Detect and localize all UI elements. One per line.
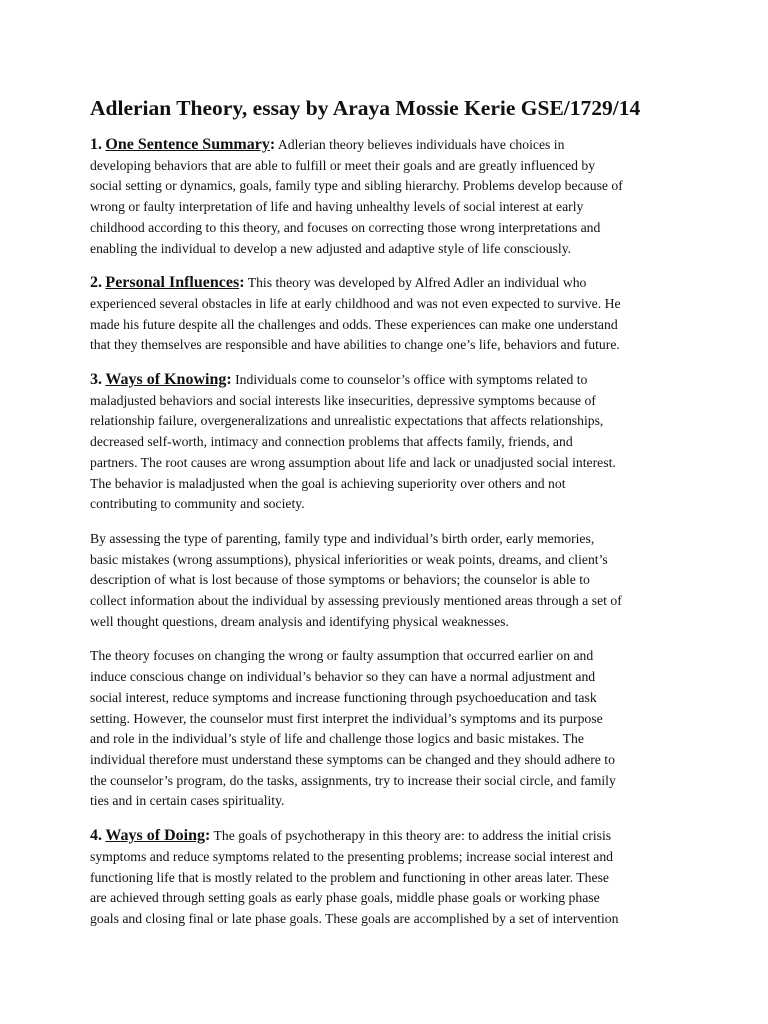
text-line: the counselor’s program, do the tasks, assignments, try to increase their social circle, and family (90, 772, 616, 788)
text-line: maladjusted behaviors and social interests like insecurities, depressive symptoms because of (90, 392, 596, 408)
text-line: developing behaviors that are able to fulfill or meet their goals and are greatly influenced by (90, 157, 596, 173)
text-line: symptoms and reduce symptoms related to the presenting problems; increase social interest and (90, 848, 614, 864)
text-line: goals and closing final or late phase goals. These goals are accomplished by a set of intervention (90, 910, 619, 926)
text-line: and role in the individual’s style of life and challenge those logics and basic mistakes. The (90, 731, 584, 747)
text-line: made his future despite all the challenges and odds. These experiences can make one understand (90, 316, 618, 332)
section-one-sentence-summary (90, 135, 682, 259)
text-line: childhood according to this theory, and focuses on correcting those wrong interpretations and (90, 219, 601, 235)
section-personal-influences (90, 273, 682, 356)
document-title: Adlerian Theory, essay by Araya Mossie Kerie GSE/1729/14 (90, 96, 641, 120)
section-number: 2. (90, 274, 102, 292)
text-line: decreased self-worth, intimacy and connection problems that affects family, friends, and (90, 434, 573, 450)
text-line: relationship failure, overgeneralizations and unrealistic expectations that affects relationships, (90, 413, 604, 429)
text-line: partners. The root causes are wrong assumption about life and lack or unadjusted social interest. (90, 454, 616, 470)
text-line: The goals of psychotherapy in this theory are: to address the initial crisis (210, 828, 612, 844)
text-line: that they themselves are responsible and have abilities to change one’s life, behaviors and future. (90, 337, 620, 353)
text-line: social interest, reduce symptoms and increase functioning through psychoeducation and task (90, 689, 597, 705)
section-heading: Ways of Knowing (105, 371, 227, 389)
section-first-line (90, 370, 682, 391)
section-number: 3. (90, 371, 102, 389)
text-line: functioning life that is mostly related to the problem and functioning in other areas later. These (90, 869, 609, 885)
text-line: setting. However, the counselor must first interpret the individual’s symptoms and its purpose (90, 710, 603, 726)
section-colon: : (205, 827, 211, 845)
text-line: wrong or faulty interpretation of life and having unhealthy levels of social interest at early (90, 199, 584, 215)
section-number: 1. (90, 136, 102, 153)
paragraph-theory-focus (90, 646, 682, 812)
text-line: Individuals come to counselor’s office with symptoms related to (231, 372, 588, 388)
section-ways-of-doing (90, 826, 682, 930)
section-colon: : (226, 371, 232, 389)
section-heading: One Sentence Summary (105, 136, 270, 153)
section-ways-of-knowing (90, 370, 682, 515)
section-heading: Personal Influences (105, 274, 240, 292)
text-line: description of what is lost because of those symptoms or behaviors; the counselor is able to (90, 572, 590, 588)
section-number: 4. (90, 827, 102, 845)
text-line: enabling the individual to develop a new adjusted and adaptive style of life consciously. (90, 240, 572, 256)
section-heading: Ways of Doing (105, 827, 205, 845)
text-line: experienced several obstacles in life at early childhood and was not even expected to survive. He (90, 295, 621, 311)
text-line: Adlerian theory believes individuals have choices in (275, 137, 565, 152)
text-line: basic mistakes (wrong assumptions), physical inferiorities or weak points, dreams, and client’s (90, 551, 608, 567)
text-line: The theory focuses on changing the wrong or faulty assumption that occurred earlier on and (90, 648, 594, 664)
text-line: ties and in certain cases spirituality. (90, 793, 285, 809)
text-line: collect information about the individual by assessing previously mentioned areas through a set of (90, 593, 622, 609)
text-line: contributing to community and society. (90, 496, 305, 512)
paragraph-assessment (90, 529, 682, 633)
text-line: By assessing the type of parenting, family type and individual’s birth order, early memories, (90, 530, 595, 546)
text-line: are achieved through setting goals as early phase goals, middle phase goals or working phase (90, 890, 600, 906)
text-line: induce conscious change on individual’s behavior so they can have a normal adjustment and (90, 669, 596, 685)
section-colon: : (269, 136, 276, 153)
document-page (90, 93, 682, 944)
text-line: individual therefore must understand these symptoms can be changed and they should adhere to (90, 751, 615, 767)
text-line: This theory was developed by Alfred Adler an individual who (244, 275, 587, 291)
text-line: The behavior is maladjusted when the goal is achieving superiority over others and not (90, 475, 566, 491)
section-first-line (90, 826, 682, 847)
text-line: well thought questions, dream analysis and identifying physical weaknesses. (90, 613, 509, 629)
text-line: social setting or dynamics, goals, family type and sibling hierarchy. Problems develop because of (90, 178, 623, 194)
section-first-line (90, 273, 682, 294)
section-first-line (90, 135, 682, 156)
section-colon: : (239, 274, 245, 292)
